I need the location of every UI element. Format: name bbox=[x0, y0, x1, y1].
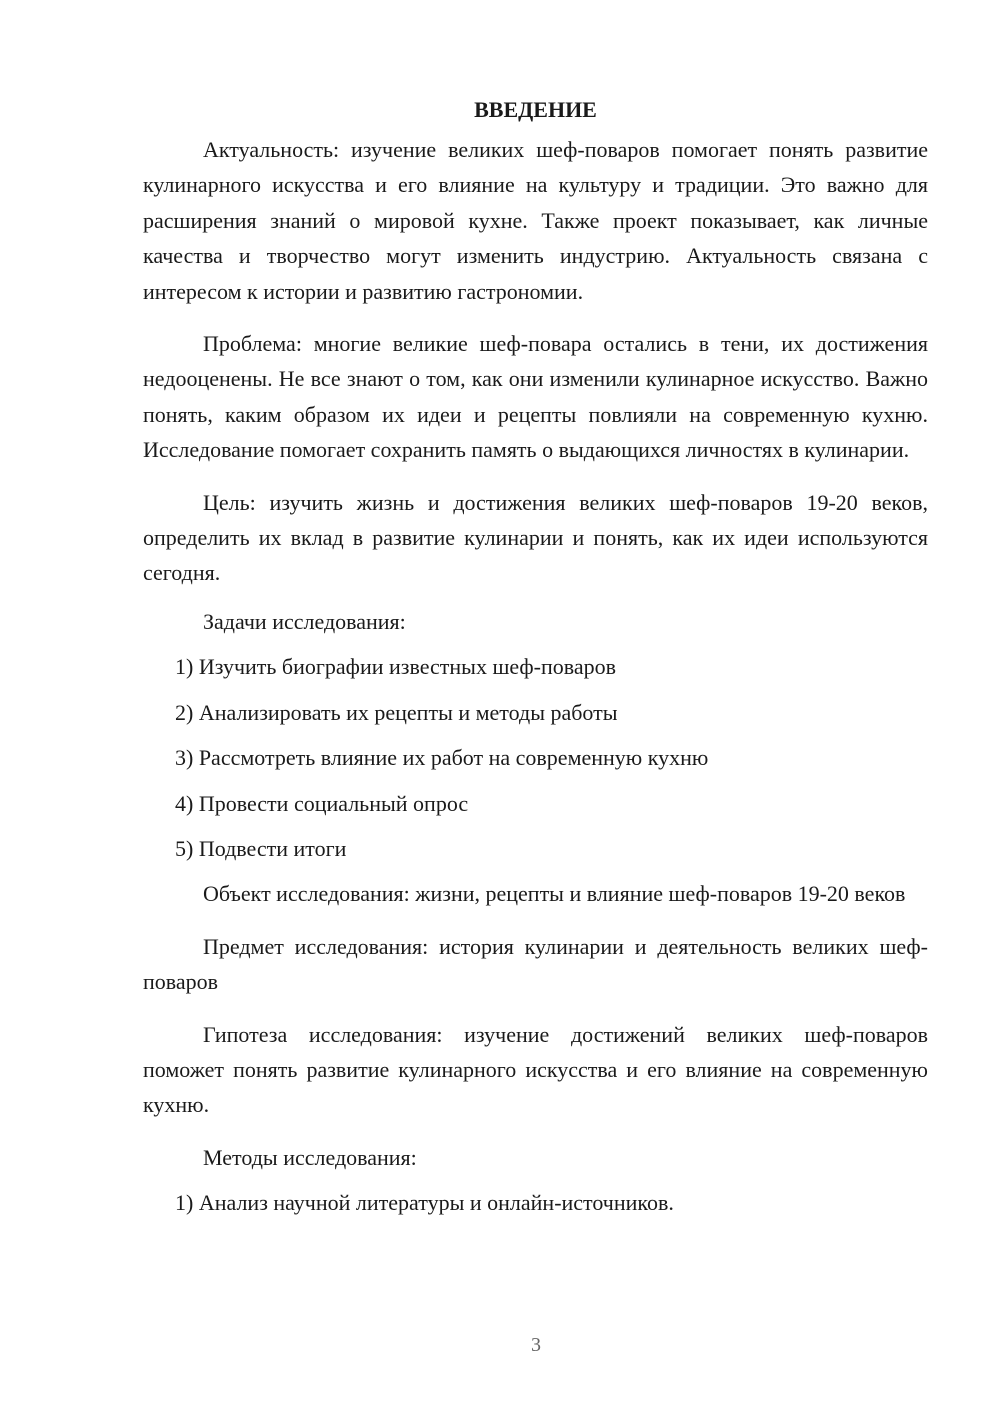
page-number: 3 bbox=[531, 1334, 541, 1356]
goal-paragraph: Цель: изучить жизнь и достижения великих шеф-поваров 19-20 веков, определить их вклад в развитие кулинарии и понять, как их идеи используются сегодня. bbox=[143, 489, 928, 586]
task-item-1: 1) Изучить биографии известных шеф-поваров bbox=[175, 654, 617, 680]
task-item-3: 3) Рассмотреть влияние их работ на современную кухню bbox=[175, 745, 709, 771]
relevance-paragraph: Актуальность: изучение великих шеф-поваров помогает понять развитие кулинарного искусства и его влияние на культуру и традиции. Это важно для расширения знаний о мировой кухне. Также проект показывает, как личные качества и творчество могут изменить индустрию. Актуальность связана с интересом к истории и развитию гастрономии. bbox=[143, 137, 928, 304]
subject-paragraph: Предмет исследования: история кулинарии и деятельность великих шеф-поваров bbox=[143, 933, 928, 995]
document-page bbox=[143, 92, 928, 1231]
tasks-label: Задачи исследования: bbox=[203, 608, 406, 634]
object-paragraph: Объект исследования: жизни, рецепты и влияние шеф-поваров 19-20 веков bbox=[203, 881, 906, 907]
task-item-2: 2) Анализировать их рецепты и методы работы bbox=[175, 699, 618, 725]
hypothesis-paragraph: Гипотеза исследования: изучение достижений великих шеф-поваров поможет понять развитие кулинарного искусства и его влияние на современную кухню. bbox=[143, 1021, 928, 1118]
task-item-4: 4) Провести социальный опрос bbox=[175, 790, 469, 816]
method-item-1: 1) Анализ научной литературы и онлайн-источников. bbox=[175, 1190, 674, 1216]
page-title: ВВЕДЕНИЕ bbox=[474, 97, 597, 122]
task-item-5: 5) Подвести итоги bbox=[175, 835, 347, 861]
methods-label: Методы исследования: bbox=[203, 1144, 417, 1170]
problem-paragraph: Проблема: многие великие шеф-повара остались в тени, их достижения недооценены. Не все знают о том, как они изменили кулинарное искусство. Важно понять, каким образом их идеи и рецепты повлияли на современную кухню. Исследование помогает сохранить память о выдающихся личностях в кулинарии. bbox=[143, 331, 928, 463]
